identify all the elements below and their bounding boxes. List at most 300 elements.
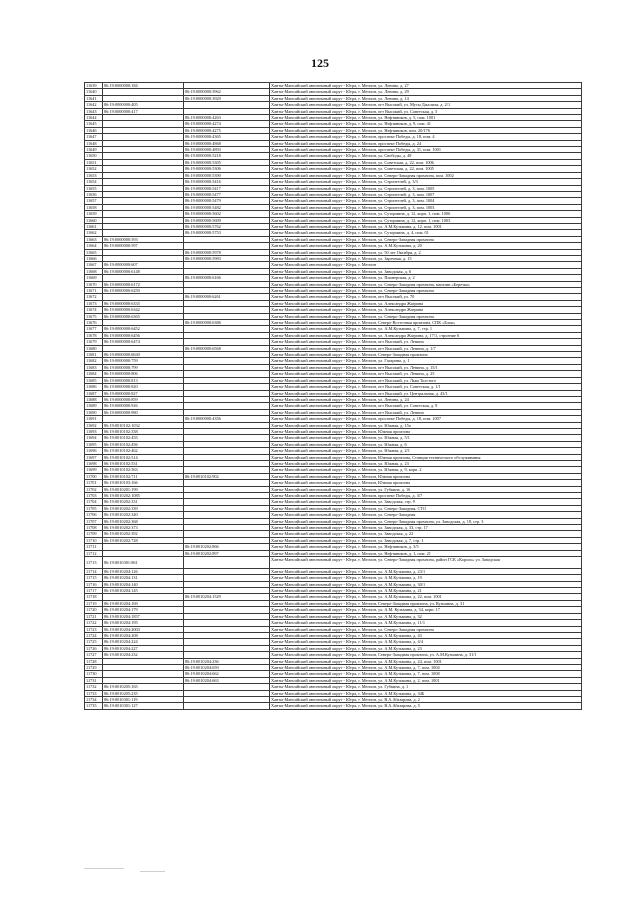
address-cell: Ханты-Мансийский автономный округ - Югра, г. Мегион, пгт Высокий, ул. Советская, д. 1/1 xyxy=(270,384,582,390)
row-number: 11718 xyxy=(85,594,103,600)
row-number: 11646 xyxy=(85,127,103,133)
address-cell: Ханты-Мансийский автономный округ - Югра, г. Мегион, ул. Нефтяников, д. 3/5 xyxy=(270,544,582,550)
address-cell: Ханты-Мансийский автономный округ - Югра, г. Мегион, проспект Победы, д. 3/7 xyxy=(270,493,582,499)
row-number: 11709 xyxy=(85,531,103,537)
cadastral-number: 86:19:0010202:368 xyxy=(103,518,184,524)
address-cell: Ханты-Мансийский автономный округ - Югра, г. Мегион, Северо-Восточная промзона, СПК «Блок» xyxy=(270,320,582,326)
cadastral-number: 86:19:0000000:5305 xyxy=(184,159,270,165)
cadastral-number: 86:19:0000000:5390 xyxy=(184,172,270,178)
row-number: 11700 xyxy=(85,473,103,479)
address-cell: Ханты-Мансийский автономный округ - Югра, г. Мегион, Южная промзона, Станция технического обслуживания xyxy=(270,454,582,460)
cadastral-number: 86:19:0000000:5602 xyxy=(184,211,270,217)
cadastral-number: 86:19:0010102:462 xyxy=(103,448,184,454)
address-cell: Ханты-Мансийский автономный округ - Югра, г. Мегион, Южная промзона xyxy=(270,473,582,479)
address-cell: Ханты-Мансийский автономный округ - Югра, г. Мегион, ул. Строителей, д. 3, пом. 1007 xyxy=(270,191,582,197)
row-number: 11682 xyxy=(85,358,103,364)
cadastral-number: 86:19:0010204:195 xyxy=(103,620,184,626)
address-cell: Ханты-Мансийский автономный округ - Югра, г. Мегион, ул. Южная, д. 5/1 xyxy=(270,435,582,441)
address-cell: Ханты-Мансийский автономный округ - Югра, г. Мегион, ул. Губкина, д. 16 xyxy=(270,486,582,492)
row-number: 11648 xyxy=(85,140,103,146)
row-number: 11696 xyxy=(85,448,103,454)
row-number: 11641 xyxy=(85,95,103,101)
address-cell: Ханты-Мансийский автономный округ - Югра, г. Мегион, ул. Ленина, д. 27 xyxy=(270,83,582,89)
address-cell: Ханты-Мансийский автономный округ - Югра, г. Мегион, ул. А.М.Кузьмина, д. 7, стр. 1 xyxy=(270,326,582,332)
row-number: 11642 xyxy=(85,102,103,108)
address-cell: Ханты-Мансийский автономный округ - Югра, г. Мегион, ул. Александра Жагрина, д. 17/1, строение 6 xyxy=(270,332,582,338)
cadastral-number: 86:19:0000000:980 xyxy=(103,409,184,415)
address-cell: Ханты-Мансийский автономный округ - Югра, г. Мегион, Южная промзона xyxy=(270,428,582,434)
scan-mark xyxy=(84,868,124,869)
cadastral-number: 86:19:0010204:126 xyxy=(103,568,184,574)
cadastral-number: 86:19:0010102:455 xyxy=(103,435,184,441)
address-cell: Ханты-Мансийский автономный округ - Югра, г. Мегион, ул. Северо-Западная xyxy=(270,512,582,518)
address-cell: Ханты-Мансийский автономный округ - Югра, г. Мегион, пгт Высокий, ул. Ленина, д. 15/1 xyxy=(270,364,582,370)
address-cell: Ханты-Мансийский автономный округ - Югра, г. Мегион, ул. Ленина, д. 24 xyxy=(270,396,582,402)
cadastral-number: 86:19:0010204:179 xyxy=(103,607,184,613)
row-number: 11656 xyxy=(85,191,103,197)
row-number: 11671 xyxy=(85,288,103,294)
table-row xyxy=(85,557,582,569)
registry-table xyxy=(84,82,582,710)
cadastral-number xyxy=(184,557,270,569)
address-cell: Ханты-Мансийский автономный округ - Югра, г. Мегион, ул. Южная, д. 23 xyxy=(270,460,582,466)
cadastral-number: 86:19:0000000:4893 xyxy=(184,147,270,153)
cadastral-number: 86:19:0000000:4275 xyxy=(184,127,270,133)
address-cell: Ханты-Мансийский автономный округ - Югра, г. Мегион, ул. Заводская, д. 33, стр. 17 xyxy=(270,525,582,531)
row-number: 11701 xyxy=(85,480,103,486)
address-cell: Ханты-Мансийский автономный округ - Югра, г. Мегион, ул. Северо-Западная промзона xyxy=(270,626,582,632)
cadastral-number: 86:19:0000000:5477 xyxy=(184,191,270,197)
row-number: 11652 xyxy=(85,166,103,172)
address-cell: Ханты-Мансийский автономный округ - Югра, г. Мегион, ул. Заводская, д. 7, стр. 1 xyxy=(270,537,582,543)
address-cell: Ханты-Мансийский автономный округ - Югра, г. Мегион, ул. Нефтяников, пом. 20/176 xyxy=(270,127,582,133)
address-cell: Ханты-Мансийский автономный округ - Югра, г. Мегион, пгт Высокий, ул. Ленина xyxy=(270,339,582,345)
address-cell: Ханты-Мансийский автономный округ - Югра, г. Мегион, ул. А.М.Кузьмина, д. 43 xyxy=(270,632,582,638)
cadastral-number: 86:19:0010201:199 xyxy=(103,486,184,492)
cadastral-number: 86:19:0010202:339 xyxy=(103,505,184,511)
row-number: 11734 xyxy=(85,696,103,702)
address-cell: Ханты-Мансийский автономный округ - Югра, г. Мегион, ул. Александра Жагрина xyxy=(270,307,582,313)
cadastral-number: 86:19:0010102:531 xyxy=(103,460,184,466)
row-number: 11735 xyxy=(85,703,103,709)
cadastral-number: 86:19:0010204:224 xyxy=(103,639,184,645)
row-number: 11681 xyxy=(85,352,103,358)
registry-table-body xyxy=(85,83,582,710)
address-cell: Ханты-Мансийский автономный округ - Югра, г. Мегион, ул. 50 лет Октября, д. 2 xyxy=(270,249,582,255)
row-number: 11702 xyxy=(85,486,103,492)
row-number: 11653 xyxy=(85,172,103,178)
cadastral-number: 86:19:0000000:6365 xyxy=(103,313,184,319)
cadastral-number: 86:19:0010202:392 xyxy=(103,531,184,537)
cadastral-number: 86:19:0000000:827 xyxy=(103,390,184,396)
address-cell: Ханты-Мансийский автономный округ - Югра, г. Мегион, ул. А.М.Кузьмина, д. 7, пом. 1008 xyxy=(270,671,582,677)
cadastral-number: 86:19:0000000:5306 xyxy=(184,166,270,172)
row-number: 11711 xyxy=(85,544,103,550)
cadastral-number: 86:19:0010202:340 xyxy=(103,512,184,518)
row-number: 11675 xyxy=(85,313,103,319)
cadastral-number: 86:19:0010204:236 xyxy=(184,658,270,664)
address-cell: Ханты-Мансийский автономный округ - Югра, г. Мегион, ул. Сутормина, д. 12, корп. 1, пом. 1003 xyxy=(270,217,582,223)
row-number: 11688 xyxy=(85,396,103,402)
cadastral-number: 86:19:0010102:456 xyxy=(103,441,184,447)
row-number: 11662 xyxy=(85,230,103,236)
address-cell: Ханты-Мансийский автономный округ - Югра, г. Мегион, ул. А.М.Кузьмина, д. 20 xyxy=(270,243,582,249)
row-number: 11706 xyxy=(85,512,103,518)
cadastral-number: 86:19:0010102:902 xyxy=(184,473,270,479)
cadastral-number: 86:19:0000000:5416 xyxy=(184,179,270,185)
address-cell: Ханты-Мансийский автономный округ - Югра, г. Мегион, Северо-Западная промзона, ул. А.М.Кузьмина, д. 31/1 xyxy=(270,652,582,658)
address-cell: Ханты-Мансийский автономный округ - Югра, г. Мегион, ул. Александра Жагрина xyxy=(270,300,582,306)
cadastral-number: 86:19:0000000:5983 xyxy=(184,255,270,261)
cadastral-number: 86:19:0000000:813 xyxy=(103,377,184,383)
address-cell: Ханты-Мансийский автономный округ - Югра, г. Мегион, ул. Северо-Западная промзона, пом. 1002 xyxy=(270,172,582,178)
address-cell: Ханты-Мансийский автономный округ - Югра, г. Мегион, ул. Северо-Западная промзона xyxy=(270,288,582,294)
row-number: 11650 xyxy=(85,153,103,159)
cadastral-number: 86:19:0010204:169 xyxy=(103,600,184,606)
cadastral-number: 86:19:0010102:514 xyxy=(103,454,184,460)
page-number: 125 xyxy=(311,56,329,70)
address-cell: Ханты-Мансийский автономный округ - Югра, г. Мегион, ул. Заречная, д. 15 xyxy=(270,255,582,261)
row-number: 11719 xyxy=(85,600,103,606)
address-cell: Ханты-Мансийский автономный округ - Югра, г. Мегион, Северо-Западная промзона, ул. Кузьмина, д. 31 xyxy=(270,600,582,606)
row-number: 11667 xyxy=(85,262,103,268)
row-number: 11707 xyxy=(85,518,103,524)
address-cell: Ханты-Мансийский автономный округ - Югра, г. Мегион, Южная промзона xyxy=(270,480,582,486)
cadastral-number: 86:19:0000000:5417 xyxy=(184,185,270,191)
cadastral-number: 86:19:0000000:820 xyxy=(103,384,184,390)
row-number: 11664 xyxy=(85,243,103,249)
row-number: 11639 xyxy=(85,83,103,89)
cadastral-number: 86:19:0000000:5479 xyxy=(184,198,270,204)
cadastral-number: 86:19:0010202:331 xyxy=(103,499,184,505)
row-number: 11728 xyxy=(85,658,103,664)
row-number: 11724 xyxy=(85,632,103,638)
cadastral-number: 86:19:0000000:4365 xyxy=(184,134,270,140)
row-number: 11649 xyxy=(85,147,103,153)
row-number: 11665 xyxy=(85,249,103,255)
cadastral-number: 86:19:0000000:6172 xyxy=(103,281,184,287)
address-cell: Ханты-Мансийский автономный округ - Югра, г. Мегион, ул. А.М.Кузьмина, д. 23 xyxy=(270,645,582,651)
row-number: 11714 xyxy=(85,568,103,574)
address-cell: Ханты-Мансийский автономный округ - Югра, г. Мегион, ул. Гагарина, д. 1 xyxy=(270,358,582,364)
cadastral-number: 86:19:0010204:145 xyxy=(103,588,184,594)
address-cell: Ханты-Мансийский автономный округ - Югра, г. Мегион, ул. Заводская, д. 22 xyxy=(270,531,582,537)
cadastral-number: 86:19:0000000:4868 xyxy=(184,140,270,146)
row-number: 11660 xyxy=(85,217,103,223)
row-number: 11705 xyxy=(85,505,103,511)
cadastral-number: 86:19:0010202:897 xyxy=(184,550,270,556)
row-number: 11712 xyxy=(85,550,103,556)
row-number: 11689 xyxy=(85,403,103,409)
cadastral-number: 86:19:0000000:607 xyxy=(103,262,184,268)
row-number: 11727 xyxy=(85,652,103,658)
row-number: 11710 xyxy=(85,537,103,543)
row-number: 11703 xyxy=(85,493,103,499)
address-cell: Ханты-Мансийский автономный округ - Югра, г. Мегион, проспект Победы, д. 31, пом. 1001 xyxy=(270,147,582,153)
cadastral-number: 86:19:0010204:208 xyxy=(103,632,184,638)
cadastral-number: 86:19:0000000:6474 xyxy=(103,339,184,345)
address-cell: Ханты-Мансийский автономный округ - Югра, г. Мегион, ул. Северо-Западная промзона xyxy=(270,236,582,242)
address-cell: Ханты-Мансийский автономный округ - Югра, г. Мегион, ул. А.М.Кузьмина, д. 34Б xyxy=(270,690,582,696)
row-number: 11731 xyxy=(85,677,103,683)
cadastral-number: 86:19:0000000:6568 xyxy=(184,345,270,351)
address-cell: Ханты-Мансийский автономный округ - Югра, г. Мегион, ул. Сутормина, д. 4, пом. 01 xyxy=(270,230,582,236)
row-number: 11643 xyxy=(85,108,103,114)
row-number: 11659 xyxy=(85,211,103,217)
cadastral-number: 86:19:0010204:232 xyxy=(103,652,184,658)
row-number: 11693 xyxy=(85,428,103,434)
address-cell: Ханты-Мансийский автономный округ - Югра, г. Мегион, проспект Победы, д. 18, пом. 1007 xyxy=(270,416,582,422)
cadastral-number: 86:19:0000000:6261 xyxy=(184,294,270,300)
row-number: 11726 xyxy=(85,645,103,651)
cadastral-number: 86:19:0000000:5762 xyxy=(184,223,270,229)
row-number: 11697 xyxy=(85,454,103,460)
cadastral-number: 86:19:0010204:131 xyxy=(103,575,184,581)
row-number: 11640 xyxy=(85,89,103,95)
cadastral-number: 86:19:0010204:662 xyxy=(184,671,270,677)
address-cell: Ханты-Мансийский автономный округ - Югра, г. Мегион, ул. Заводская, стр. 9 xyxy=(270,499,582,505)
row-number: 11684 xyxy=(85,371,103,377)
row-number: 11676 xyxy=(85,320,103,326)
row-number: 11683 xyxy=(85,364,103,370)
row-number: 11695 xyxy=(85,441,103,447)
row-number: 11663 xyxy=(85,236,103,242)
address-cell: Ханты-Мансийский автономный округ - Югра, г. Мегион, пгт Высокий, ул. Мусы Джалиля, д. 2/1 xyxy=(270,102,582,108)
cadastral-number: 86:19:0000000:184 xyxy=(103,83,184,89)
cadastral-number: 86:19:0010102:1032 xyxy=(103,422,184,428)
cadastral-number: 86:19:0000000:6166 xyxy=(184,275,270,281)
address-cell: Ханты-Мансийский автономный округ - Югра, г. Мегион, ул. Строителей, д. 3, пом. 1005 xyxy=(270,185,582,191)
row-number: 11715 xyxy=(85,575,103,581)
cadastral-number: 86:19:0010205:235 xyxy=(103,690,184,696)
cadastral-number: 86:19:0010103:166 xyxy=(103,480,184,486)
cadastral-number: 86:19:0000000:5609 xyxy=(184,217,270,223)
row-number: 11687 xyxy=(85,390,103,396)
row-number: 11733 xyxy=(85,690,103,696)
row-number: 11666 xyxy=(85,255,103,261)
cadastral-number: 86:19:0010204:1857 xyxy=(103,613,184,619)
scan-mark xyxy=(140,871,165,872)
row-number: 11708 xyxy=(85,525,103,531)
row-number: 11654 xyxy=(85,179,103,185)
cadastral-number: 86:19:0000000:5218 xyxy=(184,153,270,159)
address-cell: Ханты-Мансийский автономный округ - Югра, г. Мегион, проспект Победы, д. 18, пом. 4 xyxy=(270,134,582,140)
cadastral-number: 86:19:0000000:6148 xyxy=(103,268,184,274)
row-number: 11674 xyxy=(85,307,103,313)
row-number: 11691 xyxy=(85,416,103,422)
address-cell: Ханты-Мансийский автономный округ - Югра, г. Мегион, ул. Нефтяников, д. 1, пом. 21 xyxy=(270,550,582,556)
address-cell: Ханты-Мансийский автономный округ - Югра, г. Мегион, проспект Победы, д. 24 xyxy=(270,140,582,146)
cadastral-number: 86:19:0000000:6630 xyxy=(103,352,184,358)
row-number: 11725 xyxy=(85,639,103,645)
cadastral-number: 86:19:0010202:866 xyxy=(184,544,270,550)
address-cell: Ханты-Мансийский автономный округ - Югра, г. Мегион, ул. Южная, д. 15а xyxy=(270,422,582,428)
cadastral-number: 86:19:0010202:728 xyxy=(103,537,184,543)
cadastral-number: 86:19:0000000:5482 xyxy=(184,204,270,210)
address-cell: Ханты-Мансийский автономный округ - Югра, г. Мегион, пгт Высокий, ул. Советская, д. 9 xyxy=(270,403,582,409)
row-number: 11647 xyxy=(85,134,103,140)
row-number: 11732 xyxy=(85,684,103,690)
row-number: 11698 xyxy=(85,460,103,466)
cadastral-number: 86:19:0000000:5753 xyxy=(184,230,270,236)
address-cell: Ханты-Мансийский автономный округ - Югра, г. Мегион, пгт Высокий, ул. 70 xyxy=(270,294,582,300)
cadastral-number: 86:19:0000000:4263 xyxy=(184,115,270,121)
address-cell: Ханты-Мансийский автономный округ - Югра, г. Мегион, ул. Строителей, д. 3, пом. 1003 xyxy=(270,204,582,210)
row-number: 11721 xyxy=(85,613,103,619)
cadastral-number: 86:19:0010102:563 xyxy=(103,467,184,473)
row-number: 11692 xyxy=(85,422,103,428)
row-number: 11730 xyxy=(85,671,103,677)
row-number: 11673 xyxy=(85,300,103,306)
address-cell: Ханты-Мансийский автономный округ - Югра, г. Мегион, ул. Нефтяников, д. 9, пом. 41 xyxy=(270,121,582,127)
cadastral-number: 86:19:0010102:338 xyxy=(103,428,184,434)
row-number: 11672 xyxy=(85,294,103,300)
row-number: 11685 xyxy=(85,377,103,383)
address-cell: Ханты-Мансийский автономный округ - Югра, г. Мегион, ул. Советская, д. 22, пом. 1006 xyxy=(270,159,582,165)
cadastral-number: 86:19:0010204:140 xyxy=(103,581,184,587)
address-cell: Ханты-Мансийский автономный округ - Югра, г. Мегион, ул. Южная, д. 2/1 xyxy=(270,448,582,454)
row-number: 11723 xyxy=(85,626,103,632)
address-cell: Ханты-Мансийский автономный округ - Югра, г. Мегион, ул. Заводская, д. 6 xyxy=(270,268,582,274)
row-number: 11661 xyxy=(85,223,103,229)
cadastral-number: 86:19:0000000:806 xyxy=(103,371,184,377)
row-number: 11686 xyxy=(85,384,103,390)
cadastral-number: 86:19:0000000:6452 xyxy=(103,326,184,332)
cadastral-number: 86:19:0010301:127 xyxy=(103,703,184,709)
cadastral-number: 86:19:0000000:6250 xyxy=(103,288,184,294)
row-number: 11651 xyxy=(85,159,103,165)
address-cell: Ханты-Мансийский автономный округ - Югра, г. Мегион, ул. Свободы, д. 48 xyxy=(270,153,582,159)
address-cell: Ханты-Мансийский автономный округ - Югра, г. Мегион, ул. Северо-Западная промзона, ул. Заводская, д. 18, стр. 3 xyxy=(270,518,582,524)
address-cell: Ханты-Мансийский автономный округ - Югра, г. Мегион, ул. А.М.Кузьмина, д. 11/1 xyxy=(270,620,582,626)
cadastral-number: 86:19:0010102:711 xyxy=(103,473,184,479)
address-cell: Ханты-Мансийский автономный округ - Югра, г. Мегион, ул. Южная, д. 9, корп. 2 xyxy=(270,467,582,473)
cadastral-number: 86:19:0010204:659 xyxy=(184,664,270,670)
address-cell: Ханты-Мансийский автономный округ - Югра, г. Мегион, пгт Высокий, ул. Льва Толстого xyxy=(270,377,582,383)
address-cell: Ханты-Мансийский автономный округ - Югра, г. Мегион, ул. А.М.Кузьмина, д. 30/1 xyxy=(270,581,582,587)
cadastral-number: 86:19:0010205:165 xyxy=(103,684,184,690)
cadastral-number: 86:19:0000000:4274 xyxy=(184,121,270,127)
address-cell: Ханты-Мансийский автономный округ - Югра, г. Мегион, ул. В.А.Абазарова, д. 2 xyxy=(270,696,582,702)
cadastral-number: 86:19:0000000:6456 xyxy=(103,332,184,338)
row-number: 11690 xyxy=(85,409,103,415)
row-number: 11668 xyxy=(85,268,103,274)
row-number: 11669 xyxy=(85,275,103,281)
cadastral-number: 86:19:0010301:861 xyxy=(103,557,184,569)
address-cell: Ханты-Мансийский автономный округ - Югра, г. Мегион, ул. Строителей, д. 3, пом. 1004 xyxy=(270,198,582,204)
address-cell: Ханты-Мансийский автономный округ - Югра, г. Мегион, пгт Высокий, ул. Центральная, д. 43/1 xyxy=(270,390,582,396)
cadastral-number xyxy=(184,703,270,709)
address-cell: Ханты-Мансийский автономный округ - Югра, г. Мегион, пгт Высокий, ул. Ленина xyxy=(270,409,582,415)
address-cell: Ханты-Мансийский автономный округ - Югра, г. Мегион, ул. А.М.Кузьмина, д. 23/1 xyxy=(270,568,582,574)
address-cell: Ханты-Мансийский автономный округ - Югра, г. Мегион, пгт Высокий, ул. Ленина, д. 1/7 xyxy=(270,345,582,351)
address-cell: Ханты-Мансийский автономный округ - Югра, г. Мегион, ул. Губкина, д. 1 xyxy=(270,684,582,690)
row-number: 11680 xyxy=(85,345,103,351)
cadastral-number: 86:19:0000000:4356 xyxy=(184,416,270,422)
address-cell: Ханты-Мансийский автономный округ - Югра, г. Мегион, ул. Южная, д. 6 xyxy=(270,441,582,447)
row-number: 11720 xyxy=(85,607,103,613)
address-cell: Ханты-Мансийский автономный округ - Югра, г. Мегион, ул. Северо-Западная, СТО xyxy=(270,505,582,511)
row-number: 11657 xyxy=(85,198,103,204)
address-cell: Ханты-Мансийский автономный округ - Югра, г. Мегион, ул. Сутормина, д. 12, корп. 1, пом. 1006 xyxy=(270,211,582,217)
row-number: 11655 xyxy=(85,185,103,191)
row-number: 11717 xyxy=(85,588,103,594)
address-cell: Ханты-Мансийский автономный округ - Югра, г. Мегион, пгт Высокий, ул. Ленина, д. 25 xyxy=(270,371,582,377)
address-cell: Ханты-Мансийский автономный округ - Югра, г. Мегион, ул. Пионерская, д. 2 xyxy=(270,275,582,281)
row-number: 11644 xyxy=(85,115,103,121)
cadastral-number: 86:19:0000000:597 xyxy=(103,243,184,249)
cadastral-number: 86:19:0000000:6386 xyxy=(184,320,270,326)
address-cell: Ханты-Мансийский автономный округ - Югра, г. Мегион, ул. Советская, д. 22, пом. 1005 xyxy=(270,166,582,172)
cadastral-number: 86:19:0000000:859 xyxy=(103,396,184,402)
address-cell: Ханты-Мансийский автономный округ - Югра, г. Мегион, ул. Северо-Западная промзона, район ГСК «Король» ул. Заводская xyxy=(270,557,582,569)
address-cell: Ханты-Мансийский автономный округ - Югра, г. Мегион, пгт Высокий, ул. Советская, д. 5 xyxy=(270,108,582,114)
row-number: 11694 xyxy=(85,435,103,441)
address-cell: Ханты-Мансийский автономный округ - Югра, г. Мегион, ул. Северо-Западная промзона, магазин «Березка» xyxy=(270,281,582,287)
table-row xyxy=(85,703,582,709)
cadastral-number: 86:19:0010202:373 xyxy=(103,525,184,531)
cadastral-number: 86:19:0010204:227 xyxy=(103,645,184,651)
row-number: 11722 xyxy=(85,620,103,626)
cadastral-number: 86:19:0000000:799 xyxy=(103,364,184,370)
address-cell: Ханты-Мансийский автономный округ - Югра, г. Мегион, ул. А.М.Кузьмина, д. 7, пом. 1004 xyxy=(270,664,582,670)
row-number: 11670 xyxy=(85,281,103,287)
address-cell: Ханты-Мансийский автономный округ - Югра, г. Мегион, ул. Северо-Западная промзона xyxy=(270,313,582,319)
row-number: 11713 xyxy=(85,557,103,569)
address-cell: Ханты-Мансийский автономный округ - Югра, г. Мегион xyxy=(270,262,582,268)
address-cell: Ханты-Мансийский автономный округ - Югра, г. Мегион, ул. А.М.Кузьмина, д. 21 xyxy=(270,588,582,594)
cadastral-number: 86:19:0010204:2003 xyxy=(103,626,184,632)
row-number: 11716 xyxy=(85,581,103,587)
address-cell: Ханты-Мансийский автономный округ - Югра, г. Мегион, ул. А.М.Кузьмина, д. 32 xyxy=(270,613,582,619)
address-cell: Ханты-Мансийский автономный округ - Югра, г. Мегион, ул. В.А.Абазарова, д. 5 xyxy=(270,703,582,709)
address-cell: Ханты-Мансийский автономный округ - Югра, г. Мегион, ул. А.М. Кузьмина, д. 34, корп. 17 xyxy=(270,607,582,613)
cadastral-number: 86:19:0000000:6335 xyxy=(103,300,184,306)
address-cell: Ханты-Мансийский автономный округ - Югра, г. Мегион, ул. А.М.Кузьмина, д. 2, пом. 1001 xyxy=(270,677,582,683)
cadastral-number: 86:19:0000000:3929 xyxy=(184,95,270,101)
address-cell: Ханты-Мансийский автономный округ - Югра, г. Мегион, ул. А.М.Кузьмина, д. 12, пом. 1001 xyxy=(270,223,582,229)
cadastral-number: 86:19:0010301:119 xyxy=(103,696,184,702)
row-number: 11679 xyxy=(85,339,103,345)
cadastral-number: 86:19:0000000:6342 xyxy=(103,307,184,313)
row-number: 11645 xyxy=(85,121,103,127)
address-cell: Ханты-Мансийский автономный округ - Югра, г. Мегион, Северо-Западная промзона xyxy=(270,352,582,358)
row-number: 11658 xyxy=(85,204,103,210)
cadastral-number: 86:19:0000000:417 xyxy=(103,108,184,114)
cadastral-number: 86:19:0000000:5978 xyxy=(184,249,270,255)
cadastral-number: 86:19:0010204:1529 xyxy=(184,594,270,600)
address-cell: Ханты-Мансийский автономный округ - Югра, г. Мегион, ул. Ленина, д. 14 xyxy=(270,95,582,101)
row-number: 11677 xyxy=(85,326,103,332)
address-cell: Ханты-Мансийский автономный округ - Югра, г. Мегион, ул. Ленина, д. 29 xyxy=(270,89,582,95)
cadastral-number: 86:19:0000000:926 xyxy=(103,403,184,409)
row-number: 11678 xyxy=(85,332,103,338)
address-cell: Ханты-Мансийский автономный округ - Югра, г. Мегион, ул. А.М.Кузьмина, д. 22, пом. 1001 xyxy=(270,594,582,600)
cadastral-number: 86:19:0000000:593 xyxy=(103,236,184,242)
row-number: 11699 xyxy=(85,467,103,473)
cadastral-number: 86:19:0000000:759 xyxy=(103,358,184,364)
address-cell: Ханты-Мансийский автономный округ - Югра, г. Мегион, ул. Нефтяников, д. 5, пом. 1001 xyxy=(270,115,582,121)
row-number: 11704 xyxy=(85,499,103,505)
address-cell: Ханты-Мансийский автономный округ - Югра, г. Мегион, ул. А.М.Кузьмина, д. 4/4 xyxy=(270,639,582,645)
address-cell: Ханты-Мансийский автономный округ - Югра, г. Мегион, ул. Строителей, д. 3/3 xyxy=(270,179,582,185)
address-cell: Ханты-Мансийский автономный округ - Югра, г. Мегион, ул. А.М.Кузьмина, д. 24, пом. 1001 xyxy=(270,658,582,664)
cadastral-number: 86:19:0010202:1085 xyxy=(103,493,184,499)
cadastral-number: 86:19:0000000:3962 xyxy=(184,89,270,95)
row-number: 11729 xyxy=(85,664,103,670)
cadastral-number: 86:19:0000000:405 xyxy=(103,102,184,108)
cadastral-number: 86:19:0010204:663 xyxy=(184,677,270,683)
